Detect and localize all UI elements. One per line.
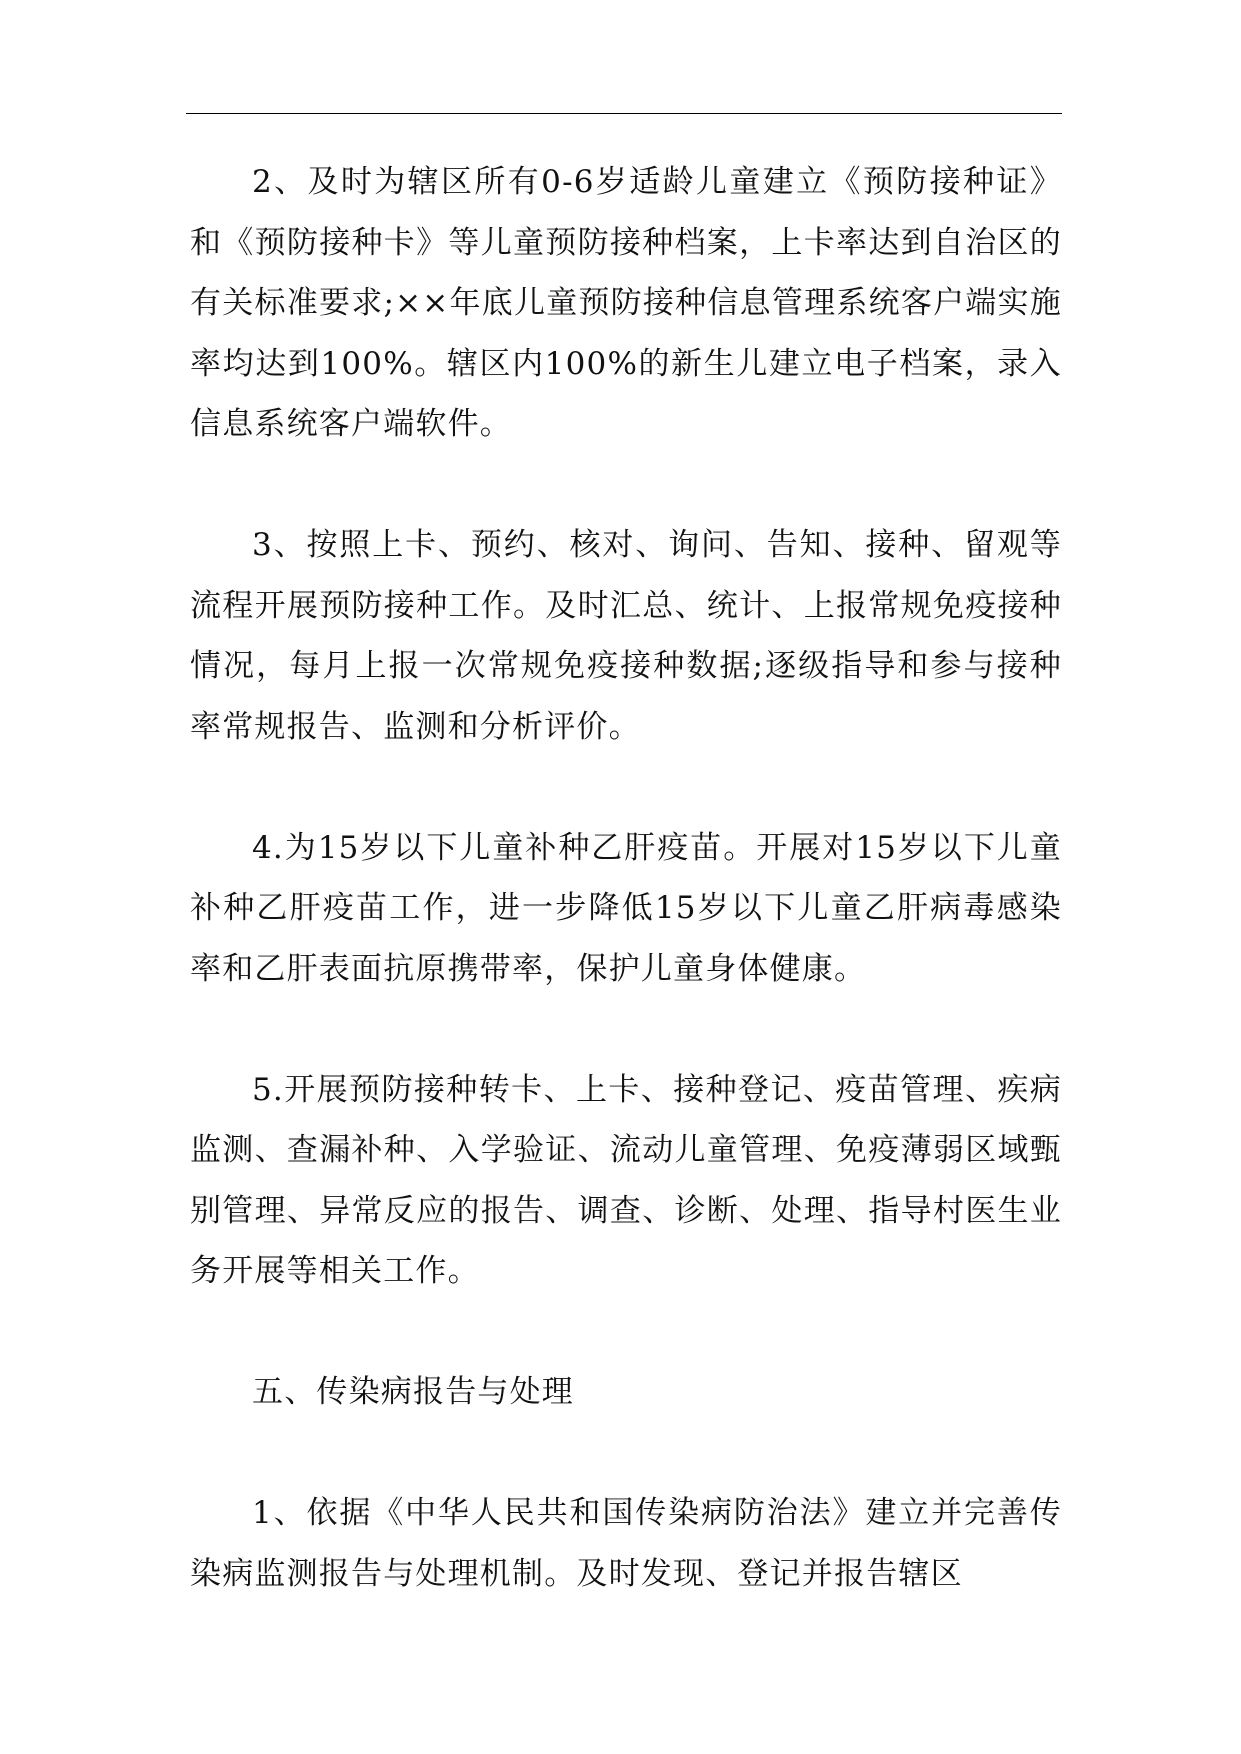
header-rule <box>186 113 1062 114</box>
paragraph-vaccination-workflow: 3、按照上卡、预约、核对、询问、告知、接种、留观等流程开展预防接种工作。及时汇总、统计、上报常规免疫接种情况，每月上报一次常规免疫接种数据;逐级指导和参与接种率常规报告、监测和分析评价。 <box>190 527 1062 745</box>
paragraph-gap <box>190 1302 1062 1363</box>
paragraph-infectious-disease-law: 1、依据《中华人民共和国传染病防治法》建立并完善传染病监测报告与处理机制。及时发现、登记并报告辖区 <box>190 1495 1062 1592</box>
document-body <box>190 152 1062 1604</box>
paragraph-gap <box>190 999 1062 1060</box>
paragraph-gap <box>190 455 1062 516</box>
paragraph-hepatitis-b-catchup: 4.为15岁以下儿童补种乙肝疫苗。开展对15岁以下儿童补种乙肝疫苗工作，进一步降低15岁以下儿童乙肝病毒感染率和乙肝表面抗原携带率，保护儿童身体健康。 <box>190 829 1062 987</box>
section-heading-infectious-disease: 五、传染病报告与处理 <box>252 1374 574 1410</box>
paragraph-gap <box>190 757 1062 818</box>
paragraph-gap <box>190 1423 1062 1484</box>
paragraph-immunization-records: 2、及时为辖区所有0-6岁适龄儿童建立《预防接种证》和《预防接种卡》等儿童预防接种档案，上卡率达到自治区的有关标准要求;××年底儿童预防接种信息管理系统客户端实施率均达到100%。辖区内100%的新生儿建立电子档案，录入信息系统客户端软件。 <box>190 164 1062 442</box>
paragraph-related-work: 5.开展预防接种转卡、上卡、接种登记、疫苗管理、疾病监测、查漏补种、入学验证、流动儿童管理、免疫薄弱区域甄别管理、异常反应的报告、调查、诊断、处理、指导村医生业务开展等相关工作。 <box>190 1071 1062 1289</box>
